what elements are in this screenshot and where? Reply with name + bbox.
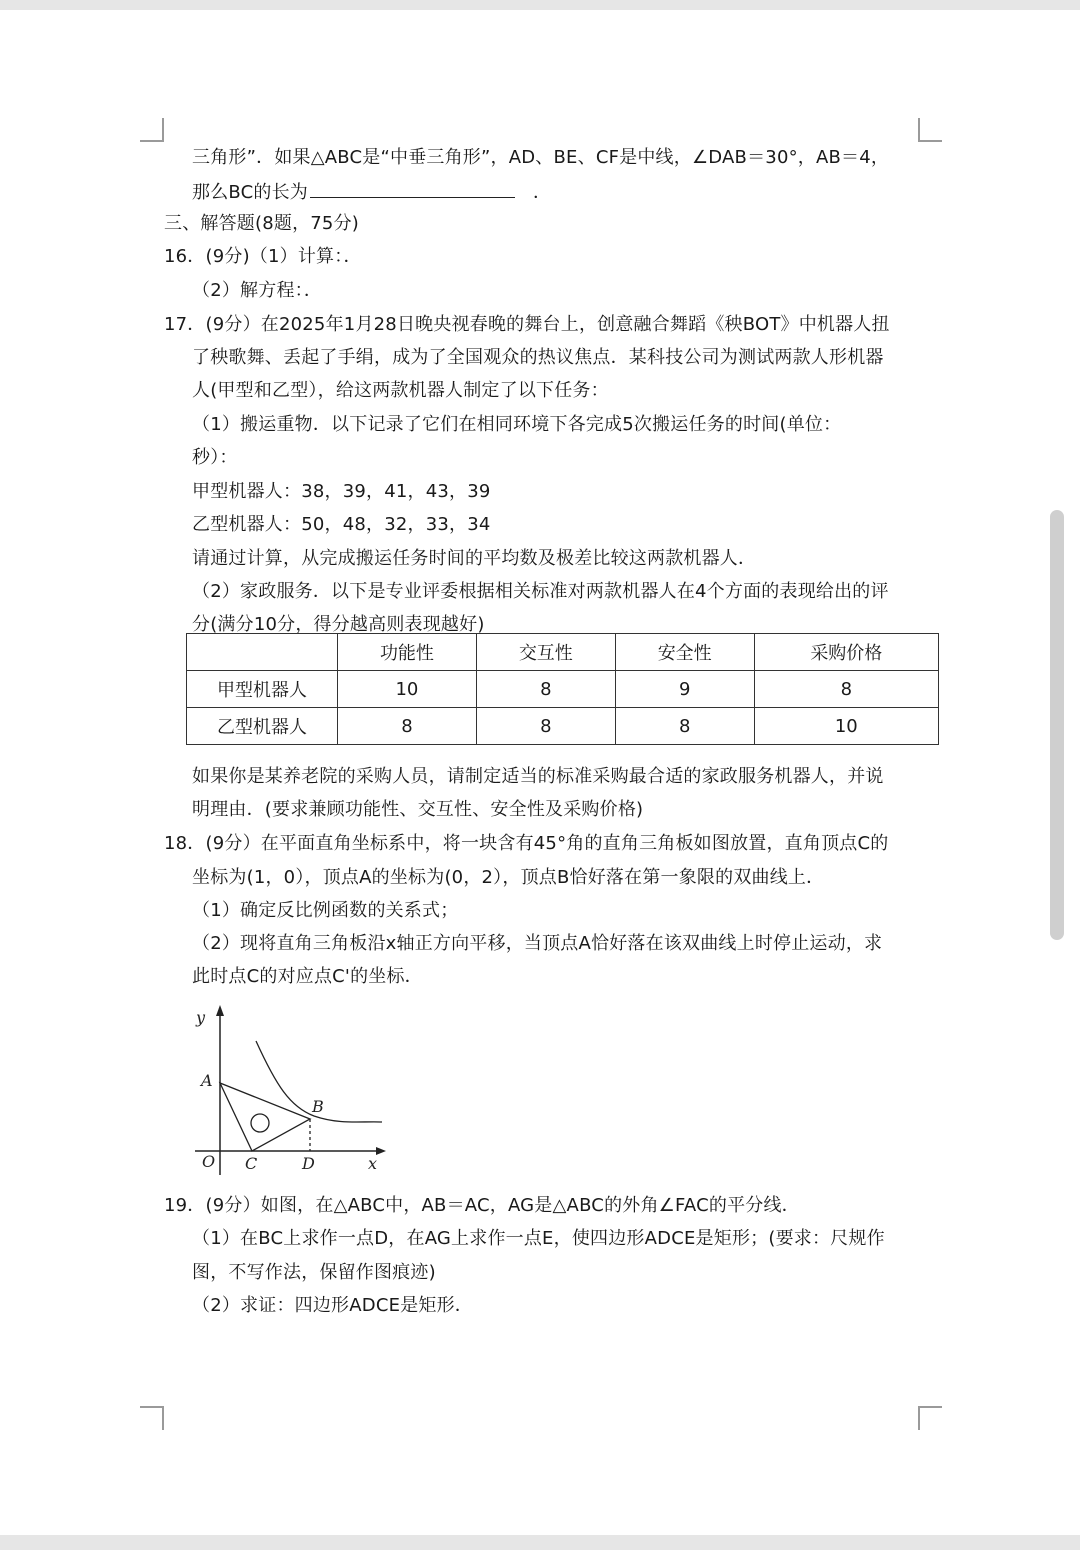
y-axis-arrow: [216, 1005, 224, 1016]
table-cell: 10: [338, 671, 477, 708]
table-cell: 8: [476, 671, 615, 708]
label-y: y: [196, 1008, 206, 1027]
score-table: [186, 633, 939, 745]
q17-line: 秒）：: [192, 447, 238, 468]
vertical-scrollbar[interactable]: [1050, 510, 1064, 940]
section-title: 三、解答题(8题，75分): [164, 213, 360, 234]
q16-line-2: （2）解方程：．: [192, 280, 323, 301]
q17-line: 分(满分10分，得分越高则表现越好): [192, 614, 485, 635]
q19-line: 图，不写作法，保留作图痕迹): [192, 1262, 436, 1283]
table-cell: 乙型机器人: [187, 708, 338, 745]
label-x: x: [368, 1154, 378, 1173]
crop-mark-bottom-right: [918, 1406, 942, 1430]
answer-blank: [310, 179, 515, 198]
q17-data-jia: 甲型机器人：38，39，41，43，39: [192, 481, 491, 502]
q15-line-2-suffix: ．: [533, 182, 552, 203]
q18-line: （2）现将直角三角板沿x轴正方向平移，当顶点A恰好落在该双曲线上时停止运动，求: [192, 933, 883, 954]
q18-line: 坐标为(1，0），顶点A的坐标为(0，2），顶点B恰好落在第一象限的双曲线上．: [192, 867, 825, 888]
table-header-cell: 交互性: [476, 634, 615, 671]
table-cell: 9: [615, 671, 754, 708]
table-cell: 甲型机器人: [187, 671, 338, 708]
label-a: A: [201, 1071, 213, 1090]
table-row: [187, 708, 939, 745]
table-cell: 8: [754, 671, 938, 708]
q17-line: 17．(9分）在2025年1月28日晚央视春晚的舞台上，创意融合舞蹈《秧BOT》中机器人扭: [164, 314, 890, 335]
q15-line-1: 三角形”．如果△ABC是“中垂三角形”，AD、BE、CF是中线，∠DAB＝30°，AB＝4，: [192, 147, 890, 168]
q18-line: 18．(9分）在平面直角坐标系中，将一块含有45°角的直角三角板如图放置，直角顶点C的: [164, 833, 889, 854]
label-d: D: [302, 1154, 315, 1173]
q15-line-2-prefix: 那么BC的长为: [192, 182, 309, 203]
q17-line: 了秧歌舞、丢起了手绢，成为了全国观众的热议焦点．某科技公司为测试两款人形机器: [192, 347, 884, 368]
table-header-cell: 功能性: [338, 634, 477, 671]
q19-line: 19．(9分）如图，在△ABC中，AB＝AC，AG是△ABC的外角∠FAC的平分线．: [164, 1195, 800, 1216]
label-b: B: [312, 1097, 324, 1116]
crop-mark-top-left: [140, 118, 164, 142]
q17-line: （1）搬运重物．以下记录了它们在相同环境下各完成5次搬运任务的时间(单位：: [192, 414, 842, 435]
q19-line: （2）求证：四边形ADCE是矩形．: [192, 1295, 473, 1316]
table-cell: 8: [476, 708, 615, 745]
crop-mark-bottom-left: [140, 1406, 164, 1430]
triangle-hole: [251, 1114, 269, 1132]
q17-line: 请通过计算，从完成搬运任务时间的平均数及极差比较这两款机器人．: [192, 548, 757, 569]
q17-line: （2）家政服务．以下是专业评委根据相关标准对两款机器人在4个方面的表现给出的评: [192, 581, 889, 602]
table-cell: 8: [615, 708, 754, 745]
q17-after-line: 如果你是某养老院的采购人员，请制定适当的标准采购最合适的家政服务机器人，并说: [192, 766, 884, 787]
x-axis-arrow: [376, 1147, 386, 1155]
table-cell: 8: [338, 708, 477, 745]
table-header-cell: 采购价格: [754, 634, 938, 671]
table-header-cell: 安全性: [615, 634, 754, 671]
table-header-row: [187, 634, 939, 671]
table-header-cell: [187, 634, 338, 671]
coordinate-figure: [190, 995, 390, 1180]
q19-line: （1）在BC上求作一点D，在AG上求作一点E，使四边形ADCE是矩形；(要求：尺规作: [192, 1228, 885, 1249]
table-row: [187, 671, 939, 708]
table-cell: 10: [754, 708, 938, 745]
q18-line: （1）确定反比例函数的关系式；: [192, 900, 459, 921]
q18-line: 此时点C的对应点C'的坐标．: [192, 966, 423, 987]
q15-line-2: [192, 179, 551, 205]
q16-line-1: 16．(9分)（1）计算：．: [164, 246, 362, 267]
crop-mark-top-right: [918, 118, 942, 142]
q17-line: 人(甲型和乙型），给这两款机器人制定了以下任务：: [192, 380, 609, 401]
triangle-abc: [220, 1083, 310, 1151]
label-c: C: [245, 1154, 258, 1173]
q17-data-yi: 乙型机器人：50，48，32，33，34: [192, 514, 491, 535]
q17-after-line: 明理由．(要求兼顾功能性、交互性、安全性及采购价格): [192, 799, 644, 820]
label-o: O: [202, 1152, 216, 1171]
